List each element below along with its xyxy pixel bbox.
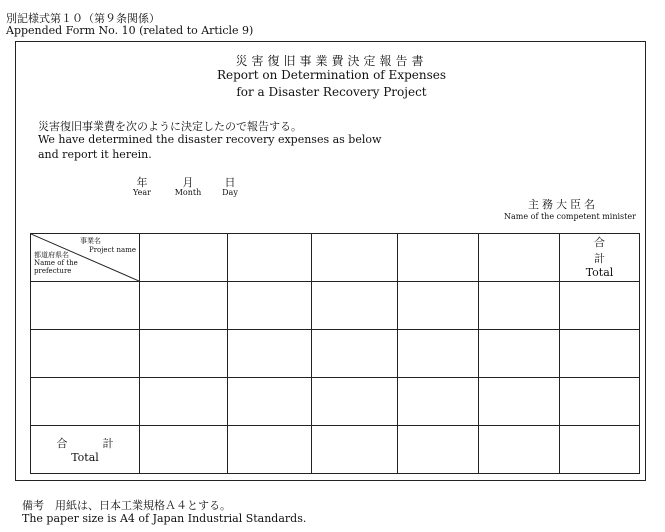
amount-cell[interactable] [140,378,228,426]
amount-cell[interactable] [228,378,312,426]
total-column-header [560,234,640,282]
month-label-en: Month [174,188,202,197]
project-name-label-jp: 事業名 [80,237,101,245]
total-row-label-en: Total [71,451,99,464]
remarks-en: The paper size is A4 of Japan Industrial Standards. [22,512,307,525]
project-cell[interactable] [398,234,479,282]
form-number-jp: 別記様式第１０（第９条関係） [6,12,160,25]
statement-jp: 災害復旧事業費を次のように決定したので報告する。 [38,120,302,133]
title-en-line2: for a Disaster Recovery Project [236,85,427,99]
prefecture-cell[interactable] [31,330,140,378]
total-label-en: Total [585,266,614,279]
day-label-jp: 日 [224,176,236,189]
amount-cell[interactable] [140,330,228,378]
total-row [31,426,640,474]
prefecture-label-jp: 都道府県名 [34,251,69,259]
year-label-en: Year [133,188,151,197]
amount-cell[interactable] [479,282,560,330]
amount-cell[interactable] [312,282,398,330]
minister-name-label-jp: 主務大臣名 [528,198,598,211]
minister-name-label-en: Name of the competent minister [504,212,636,221]
year-label-jp: 年 [136,176,148,189]
row-total-cell[interactable] [560,330,640,378]
statement-en-line2: and report it herein. [38,148,152,161]
amount-cell[interactable] [228,330,312,378]
amount-cell[interactable] [479,378,560,426]
column-total-cell[interactable] [398,426,479,474]
column-total-cell[interactable] [140,426,228,474]
form-number-en: Appended Form No. 10 (related to Article 9) [6,24,254,37]
project-cell[interactable] [140,234,228,282]
total-row-header [31,426,140,474]
total-label-jp: 合 計 [594,236,640,265]
form-frame [15,41,646,481]
month-label-jp: 月 [182,176,194,189]
table-row [31,330,640,378]
column-total-cell[interactable] [228,426,312,474]
column-total-cell[interactable] [479,426,560,474]
project-name-label-en: Project name [88,246,136,254]
prefecture-cell[interactable] [31,282,140,330]
project-cell[interactable] [228,234,312,282]
column-total-cell[interactable] [312,426,398,474]
amount-cell[interactable] [398,330,479,378]
table-row [31,378,640,426]
corner-header-cell [31,234,140,282]
project-cell[interactable] [312,234,398,282]
total-row-label-jp: 合 計 [56,437,126,450]
amount-cell[interactable] [398,282,479,330]
amount-cell[interactable] [398,378,479,426]
table-row [31,282,640,330]
table-header-row [31,234,640,282]
remarks-jp: 備考 用紙は、日本工業規格Ａ４とする。 [22,499,231,512]
amount-cell[interactable] [312,330,398,378]
amount-cell[interactable] [479,330,560,378]
statement-en-line1: We have determined the disaster recovery expenses as below [38,133,382,146]
prefecture-cell[interactable] [31,378,140,426]
amount-cell[interactable] [140,282,228,330]
prefecture-label-en: Name of the prefecture [34,259,78,275]
project-cell[interactable] [479,234,560,282]
title-jp: 災害復旧事業費決定報告書 [235,54,428,68]
amount-cell[interactable] [228,282,312,330]
row-total-cell[interactable] [560,282,640,330]
row-total-cell[interactable] [560,378,640,426]
day-label-en: Day [222,188,238,197]
title-en-line1: Report on Determination of Expenses [216,68,447,82]
grand-total-cell[interactable] [560,426,640,474]
expense-table [30,233,640,474]
amount-cell[interactable] [312,378,398,426]
